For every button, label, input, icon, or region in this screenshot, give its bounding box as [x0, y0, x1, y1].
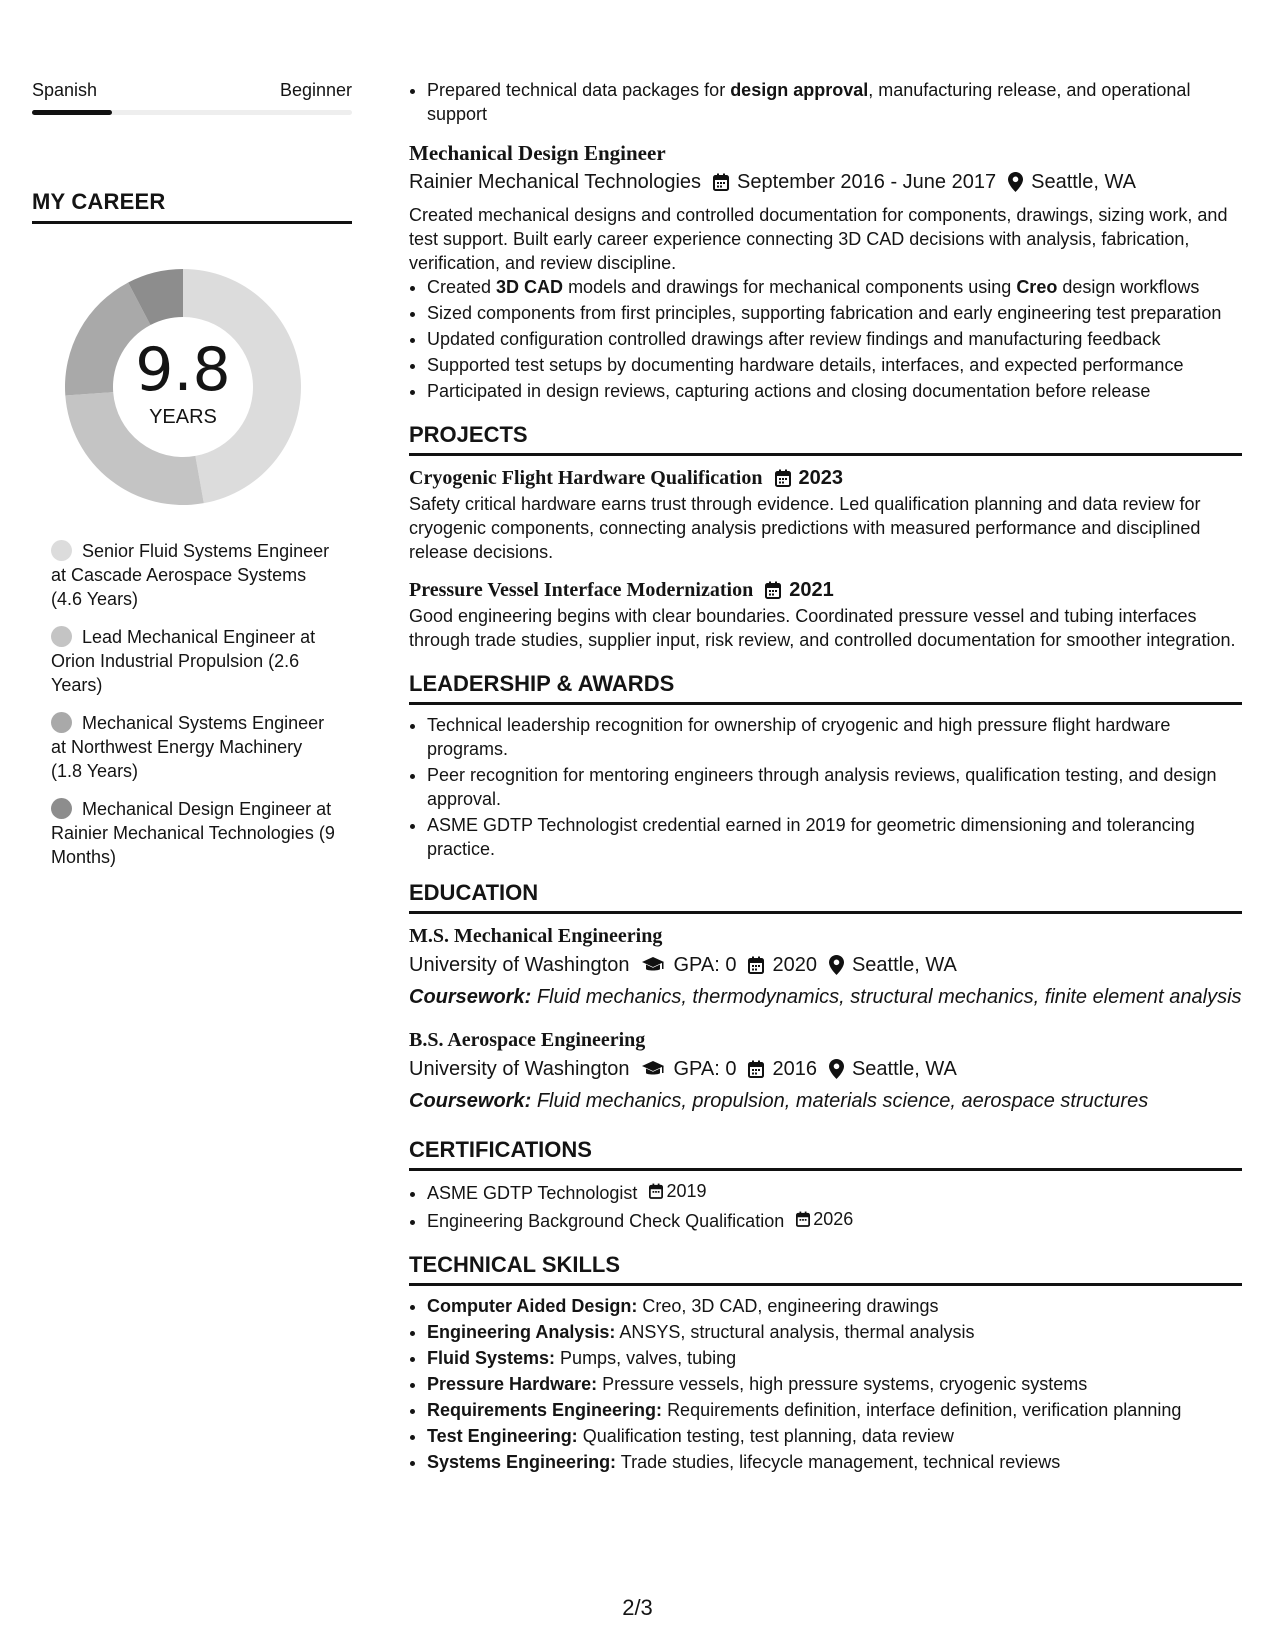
list-item — [427, 1424, 1242, 1448]
list-item: • Technical leadership recognition for ownership of cryogenic and high pressure flight hardware programs. — [427, 713, 1242, 761]
skill-label: Fluid Systems: — [427, 1348, 556, 1368]
language-level: Beginner — [279, 80, 352, 100]
calendar-icon — [775, 469, 791, 487]
job-meta — [409, 167, 1242, 197]
education-location: Seattle, WA — [851, 1058, 957, 1080]
certification-name: ASME GDTP Technologist — [427, 1183, 638, 1203]
project-title-row — [409, 464, 1242, 492]
left-column — [32, 78, 352, 883]
legend-dot — [51, 712, 72, 733]
certifications-heading: CERTIFICATIONS — [409, 1137, 592, 1162]
calendar-icon — [796, 1211, 810, 1227]
education-year: 2020 — [772, 954, 817, 976]
skill-label: Pressure Hardware: — [427, 1374, 598, 1394]
project-description: Good engineering begins with clear boundaries. Coordinated pressure vessel and tubing interfaces through trade studies, supplier input, risk review, and controlled documentation for smoother integration. — [409, 606, 1236, 650]
certification-date — [796, 1207, 853, 1231]
list-item — [427, 275, 1242, 299]
skill-label: Requirements Engineering: — [427, 1400, 663, 1420]
career-heading-rule — [32, 221, 352, 224]
list-item — [427, 1294, 1242, 1318]
legend-item — [51, 797, 336, 869]
section-rule — [409, 453, 1242, 456]
calendar-icon — [765, 581, 781, 599]
skill-label: Computer Aided Design: — [427, 1296, 638, 1316]
certification-date — [649, 1179, 706, 1203]
certification-year: 2019 — [666, 1181, 707, 1201]
skills-heading: TECHNICAL SKILLS — [409, 1252, 621, 1277]
map-pin-icon — [829, 955, 844, 975]
certifications-list — [409, 1179, 1242, 1233]
list-item — [427, 1179, 1242, 1205]
list-item — [427, 1346, 1242, 1370]
page-number: 2/3 — [622, 1595, 653, 1620]
bullet-emphasis: 3D CAD — [496, 277, 564, 297]
skill-value: Trade studies, lifecycle management, technical reviews — [620, 1452, 1061, 1472]
legend-dot — [51, 626, 72, 647]
bullet-text: Prepared technical data packages for — [427, 80, 731, 100]
education-gpa: GPA: 0 — [673, 1058, 737, 1080]
education-gpa: GPA: 0 — [673, 954, 737, 976]
career-legend — [32, 539, 336, 869]
education-meta — [409, 1054, 1242, 1084]
list-item: • Participated in design reviews, capturing actions and closing documentation before release — [427, 379, 1242, 403]
section-rule — [409, 1283, 1242, 1286]
coursework-text: Fluid mechanics, propulsion, materials science, aerospace structures — [536, 1090, 1149, 1112]
skill-value: Pressure vessels, high pressure systems, cryogenic systems — [602, 1374, 1088, 1394]
education-meta — [409, 950, 1242, 980]
language-proficiency-fill — [32, 110, 112, 115]
list-item — [427, 1450, 1242, 1474]
education-school: University of Washington — [409, 1058, 630, 1080]
legend-dot — [51, 540, 72, 561]
project-title-row — [409, 576, 1242, 604]
donut-center — [53, 257, 313, 517]
language-row — [32, 78, 352, 102]
bullet-emphasis: Creo — [1016, 277, 1058, 297]
career-donut-chart — [53, 257, 313, 517]
career-heading: MY CAREER — [32, 189, 166, 214]
language-name: Spanish — [32, 80, 98, 100]
education-year: 2016 — [772, 1058, 817, 1080]
list-item: • Peer recognition for mentoring engineers through analysis reviews, qualification testing, and design approval. — [427, 763, 1242, 811]
job-title: Mechanical Design Engineer — [409, 141, 666, 165]
coursework-text: Fluid mechanics, thermodynamics, structural mechanics, finite element analysis — [536, 986, 1242, 1008]
project-description: Safety critical hardware earns trust through evidence. Led qualification planning and data review for cryogenic components, connecting analysis predictions with measured performance and disciplined release decisions. — [409, 494, 1201, 562]
education-coursework — [409, 1088, 1242, 1114]
section-rule — [409, 1168, 1242, 1171]
legend-item — [51, 539, 336, 611]
calendar-icon — [713, 173, 729, 191]
legend-label: Mechanical Design Engineer at Rainier Mechanical Technologies (9 Months) — [51, 799, 335, 867]
list-item — [427, 78, 1242, 126]
section-rule — [409, 702, 1242, 705]
list-item: • Updated configuration controlled drawings after review findings and manufacturing feedback — [427, 327, 1242, 351]
calendar-icon — [649, 1183, 663, 1199]
education-degree: M.S. Mechanical Engineering — [409, 925, 663, 947]
legend-label: Mechanical Systems Engineer at Northwest Energy Machinery (1.8 Years) — [51, 713, 325, 781]
skill-label: Engineering Analysis: — [427, 1322, 616, 1342]
coursework-label: Coursework: — [409, 986, 532, 1008]
projects-heading: PROJECTS — [409, 422, 528, 447]
education-coursework — [409, 984, 1242, 1010]
job-bullets — [409, 275, 1242, 403]
education-degree: B.S. Aerospace Engineering — [409, 1029, 646, 1051]
career-total-years: 9.8 — [135, 335, 231, 405]
project-year: 2023 — [798, 467, 843, 489]
right-column — [409, 78, 1242, 1476]
graduation-cap-icon — [641, 1060, 665, 1078]
job-summary: Created mechanical designs and controlled documentation for components, drawings, sizing work, and test support. Built early career experience connecting 3D CAD decisions with analysis, fabrication, verification, and review discipline. — [409, 205, 1228, 273]
skill-value: Requirements definition, interface definition, verification planning — [667, 1400, 1182, 1420]
education-school: University of Washington — [409, 954, 630, 976]
legend-item — [51, 625, 336, 697]
list-item — [427, 1207, 1242, 1233]
skill-label: Test Engineering: — [427, 1426, 578, 1446]
list-item — [427, 1320, 1242, 1344]
legend-item — [51, 711, 336, 783]
leadership-heading: LEADERSHIP & AWARDS — [409, 671, 675, 696]
bullet-text: design workflows — [1057, 277, 1200, 297]
list-item: • Supported test setups by documenting hardware details, interfaces, and expected performance — [427, 353, 1242, 377]
job-company: Rainier Mechanical Technologies — [409, 171, 702, 193]
coursework-label: Coursework: — [409, 1090, 532, 1112]
list-item — [427, 1398, 1242, 1422]
career-total-unit: YEARS — [149, 406, 217, 428]
calendar-icon — [748, 1060, 764, 1078]
skills-list — [409, 1294, 1242, 1474]
project-title: Pressure Vessel Interface Modernization — [409, 579, 754, 601]
skill-label: Systems Engineering: — [427, 1452, 617, 1472]
job-dates: September 2016 - June 2017 — [737, 171, 997, 193]
legend-label: Senior Fluid Systems Engineer at Cascade Aerospace Systems (4.6 Years) — [51, 541, 330, 609]
bullet-text: models and drawings for mechanical components using — [563, 277, 1017, 297]
job-location: Seattle, WA — [1031, 171, 1136, 193]
education-location: Seattle, WA — [851, 954, 957, 976]
section-rule — [409, 911, 1242, 914]
list-item: • Sized components from first principles, supporting fabrication and early engineering test preparation — [427, 301, 1242, 325]
list-item: • ASME GDTP Technologist credential earned in 2019 for geometric dimensioning and tolerancing practice. — [427, 813, 1242, 861]
skill-value: ANSYS, structural analysis, thermal analysis — [619, 1322, 975, 1342]
map-pin-icon — [829, 1059, 844, 1079]
certification-name: Engineering Background Check Qualification — [427, 1211, 785, 1231]
legend-label: Lead Mechanical Engineer at Orion Industrial Propulsion (2.6 Years) — [51, 627, 316, 695]
list-item — [427, 1372, 1242, 1396]
graduation-cap-icon — [641, 956, 665, 974]
bullet-text: Created — [427, 277, 497, 297]
map-pin-icon — [1008, 172, 1023, 192]
leadership-list — [409, 713, 1242, 861]
calendar-icon — [748, 956, 764, 974]
project-year: 2021 — [789, 579, 834, 601]
project-title: Cryogenic Flight Hardware Qualification — [409, 467, 763, 489]
certification-year: 2026 — [813, 1209, 854, 1229]
skill-value: Pumps, valves, tubing — [560, 1348, 737, 1368]
bullet-text: , manufacturing release, and operational support — [427, 80, 1191, 124]
skill-value: Qualification testing, test planning, data review — [582, 1426, 954, 1446]
education-heading: EDUCATION — [409, 880, 539, 905]
previous-job-bullets — [409, 78, 1242, 126]
language-proficiency-bar — [32, 110, 352, 115]
skill-value: Creo, 3D CAD, engineering drawings — [642, 1296, 939, 1316]
bullet-emphasis: design approval — [730, 80, 869, 100]
legend-dot — [51, 798, 72, 819]
